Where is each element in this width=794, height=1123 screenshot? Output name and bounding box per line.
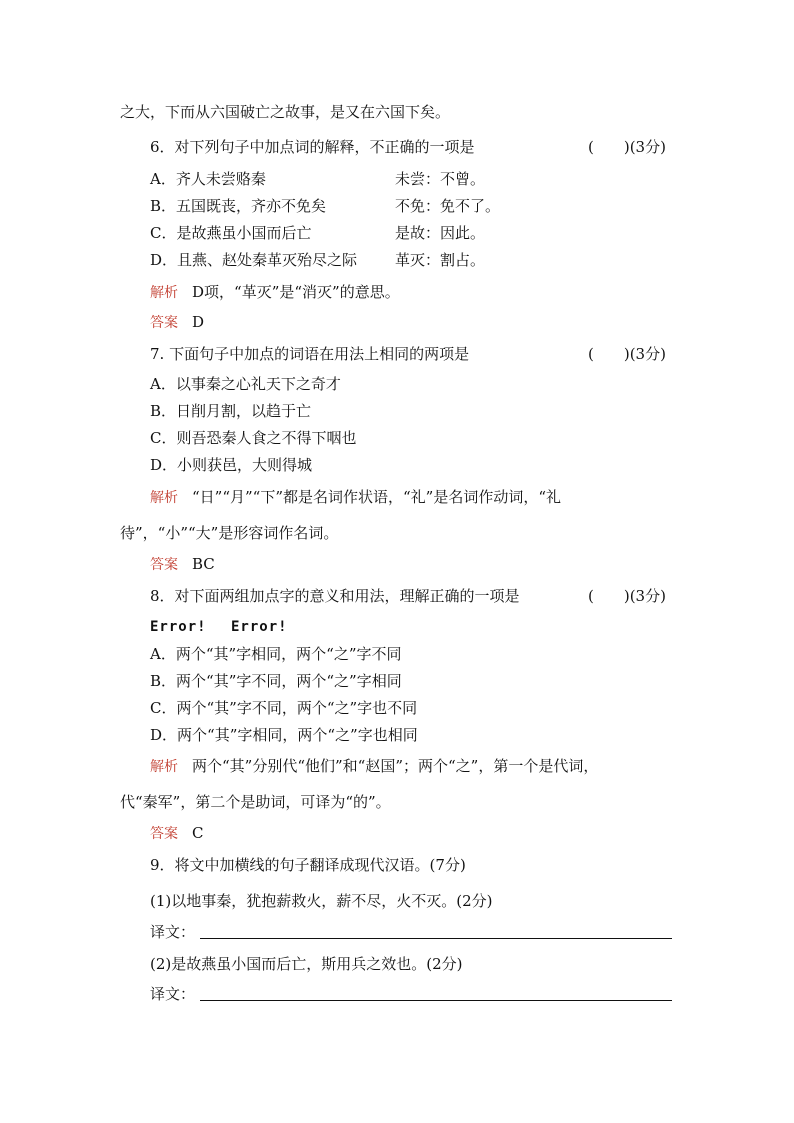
q6-score: ( )(3分) — [588, 138, 666, 156]
answer-label: 答案 — [150, 315, 178, 331]
q7-analysis — [150, 487, 561, 508]
q8-analysis-cont: 代“秦军”，第二个是助词，可译为“的”。 — [120, 793, 391, 811]
q6-option-b: B．五国既丧，齐亦不免矣 — [150, 197, 327, 215]
q7-analysis-text: “日”“月”“下”都是名词作状语，“礼”是名词作动词，“礼 — [192, 488, 562, 506]
q6-option-a: A．齐人未尝赂秦 — [150, 170, 266, 188]
q6-gloss-d: 革灭：割占。 — [395, 251, 486, 269]
q9-translation-label-1: 译文： — [150, 923, 196, 941]
q6-stem: 6．对下列句子中加点词的解释，不正确的一项是 — [150, 138, 475, 156]
answer-label: 答案 — [150, 557, 178, 573]
q8-error-1: Error! — [150, 619, 207, 635]
q8-option-d: D．两个“其”字相同，两个“之”字也相同 — [150, 726, 418, 744]
q8-answer-text: C — [192, 824, 204, 842]
q7-option-a: A．以事秦之心礼天下之奇才 — [150, 375, 341, 393]
q6-answer — [150, 312, 204, 333]
analysis-label: 解析 — [150, 490, 178, 506]
q8-analysis — [150, 756, 598, 777]
q9-translation-label-2: 译文： — [150, 985, 196, 1003]
q9-answer-line-2[interactable] — [200, 1000, 672, 1001]
q6-option-c: C．是故燕虽小国而后亡 — [150, 224, 312, 242]
q6-gloss-a: 未尝：不曾。 — [395, 170, 486, 188]
q8-stem: 8．对下面两组加点字的意义和用法，理解正确的一项是 — [150, 587, 520, 605]
analysis-label: 解析 — [150, 285, 178, 301]
q6-analysis — [150, 282, 400, 303]
q7-answer-text: BC — [192, 555, 215, 573]
answer-label: 答案 — [150, 826, 178, 842]
q7-option-b: B．日削月割，以趋于亡 — [150, 402, 312, 420]
q8-score: ( )(3分) — [588, 587, 666, 605]
q7-option-c: C．则吾恐秦人食之不得下咽也 — [150, 429, 357, 447]
q8-option-c: C．两个“其”字不同，两个“之”字也不同 — [150, 699, 418, 717]
analysis-label: 解析 — [150, 759, 178, 775]
q9-stem: 9．将文中加横线的句子翻译成现代汉语。(7分) — [150, 856, 466, 874]
q6-option-d: D．且燕、赵处秦革灭殆尽之际 — [150, 251, 358, 269]
q7-stem: 7. 下面句子中加点的词语在用法上相同的两项是 — [150, 345, 470, 363]
q6-gloss-c: 是故：因此。 — [395, 224, 486, 242]
q6-analysis-text: D项，“革灭”是“消灭”的意思。 — [192, 283, 400, 301]
q8-answer — [150, 823, 203, 844]
q7-analysis-cont: 待”，“小”“大”是形容词作名词。 — [120, 524, 339, 542]
q6-gloss-b: 不免：免不了。 — [395, 197, 501, 215]
q8-option-a: A．两个“其”字相同，两个“之”字不同 — [150, 645, 402, 663]
continued-text: 之大，下而从六国破亡之故事，是又在六国下矣。 — [120, 103, 451, 121]
q7-answer — [150, 554, 215, 575]
q6-answer-text: D — [192, 313, 205, 331]
q9-item-2: (2)是故燕虽小国而后亡，斯用兵之效也。(2分) — [150, 955, 463, 973]
q8-analysis-text: 两个“其”分别代“他们”和“赵国”；两个“之”，第一个是代词， — [192, 757, 599, 775]
q7-option-d: D．小则获邑，大则得城 — [150, 456, 313, 474]
q9-item-1: (1)以地事秦，犹抱薪救火，薪不尽，火不灭。(2分) — [150, 892, 493, 910]
q8-option-b: B．两个“其”字不同，两个“之”字相同 — [150, 672, 402, 690]
q8-error-2: Error! — [231, 619, 288, 635]
q7-score: ( )(3分) — [588, 345, 666, 363]
q9-answer-line-1[interactable] — [200, 938, 672, 939]
